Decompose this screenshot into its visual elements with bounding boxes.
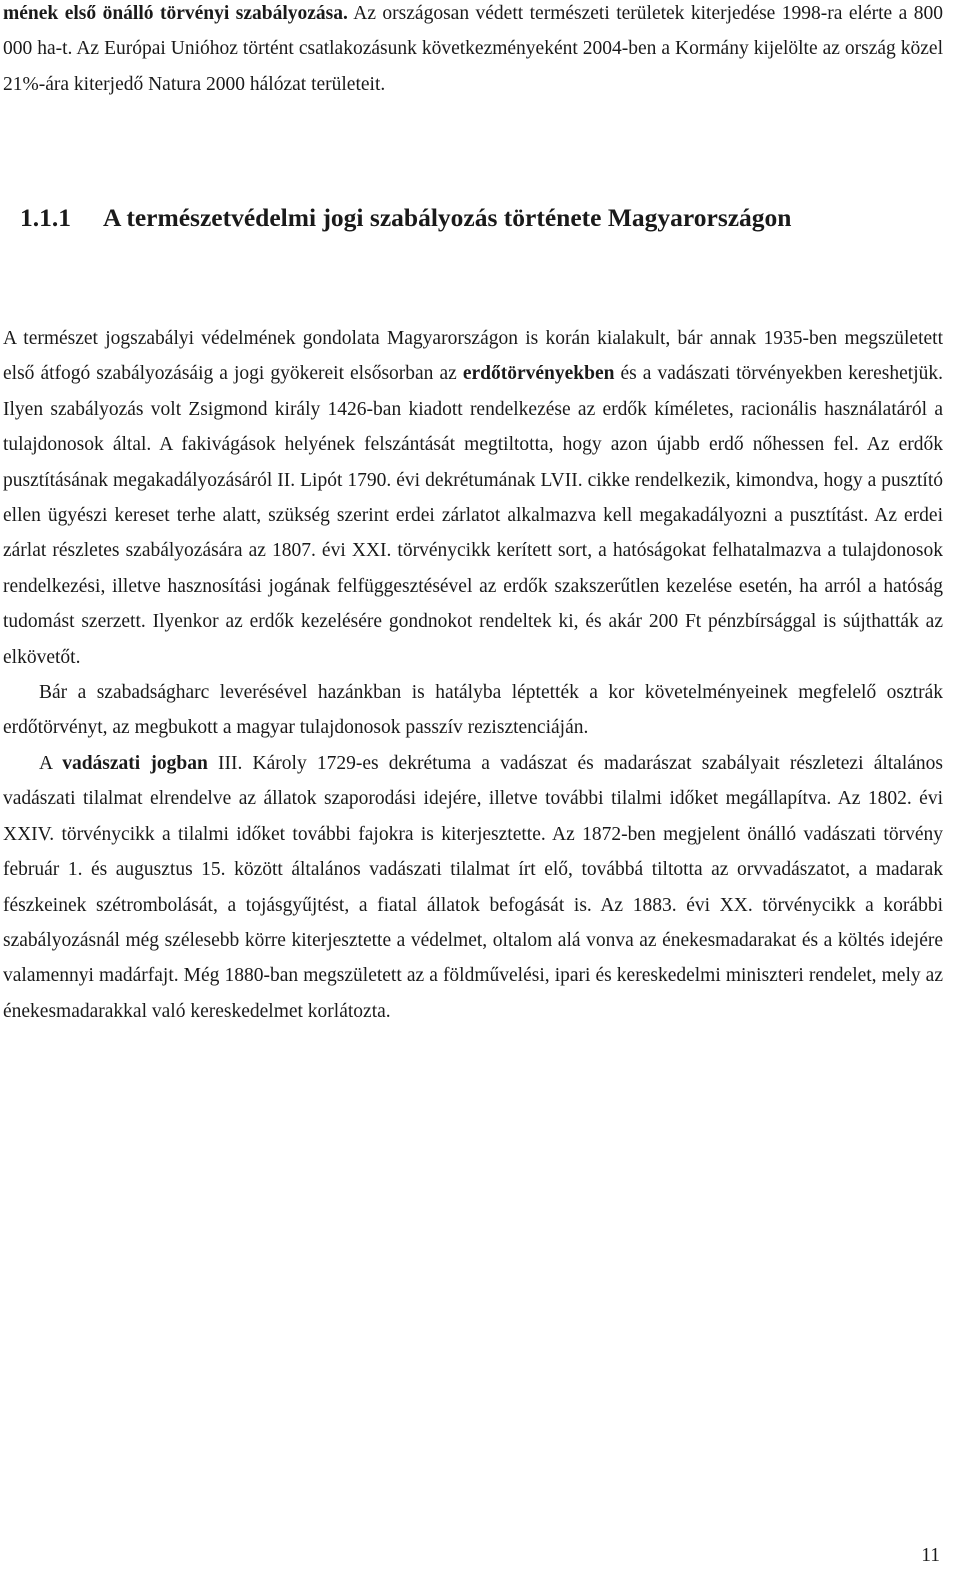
paragraph-hunting-law <box>3 746 943 1029</box>
paragraph-forest-law <box>3 321 943 675</box>
paragraph-text: és a vadászati törvényekben kereshetjük. Ilyen szabályozás volt Zsigmond király 1426-ban kiadott rendelkezése az erdők kíméletes, racionális használatáról a tulajdonosok által. A fakivágások helyének felszántását megtiltotta, hogy azon újabb erdő nőhessen fel. Az erdők pusztításának megakadályozásáról II. Lipót 1790. évi dekrétumának LVII. cikke rendelkezik, kimondva, hogy a pusztító ellen ügyészi kereset terhe alatt, szükség szerint erdei zárlatot alkalmazva kell megakadályozni a pusztítást. Az erdei zárlat részletes szabályozására az 1807. évi XXI. törvénycikk kerített sort, a hatóságokat felhatalmazva a tulajdonosok rendelkezési, illetve hasznosítási jogának felfüggesztésével az erdők szakszerűtlen kezelése esetén, ha arról a hatóság tudomást szerzett. Ilyenkor az erdők kezelésére gondnokot rendeltek ki, és akár 200 Ft pénzbírsággal is sújthatták az elkövetőt. <box>3 363 944 668</box>
bold-term-forest-laws: erdőtörvényekben <box>462 363 615 385</box>
intro-text: Az országosan védett természeti területek kiterjedése 1998-ra elérte a 800 000 ha-t. Az Európai Unióhoz történt csatlakozásunk következményeként 2004-ben a Kormány kijelölte az ország közel 21%-ára kiterjedő Natura 2000 hálózat területeit. <box>3 3 943 95</box>
paragraph-text: A <box>39 752 63 774</box>
section-body <box>3 321 943 1029</box>
bold-term-hunting-law: vadászati jogban <box>62 752 208 774</box>
page-number: 11 <box>921 1545 940 1566</box>
paragraph-revolution: Bár a szabadságharc leverésével hazánkban is hatályba léptették a kor követelményeinek megfelelő osztrák erdőtörvényt, az megbukott a magyar tulajdonosok passzív rezisztenciáján. <box>3 682 943 739</box>
intro-paragraph <box>3 0 943 102</box>
section-heading <box>20 200 943 236</box>
intro-bold-phrase: mének első önálló törvényi szabályozása. <box>3 3 348 24</box>
section-number: 1.1.1 <box>20 203 71 232</box>
paragraph-text: III. Károly 1729-es dekrétuma a vadászat és madarászat szabályait részletezi általános vadászati tilalmat elrendelve az állatok szaporodási idejére, illetve további tilalmi időket megállapítva. Az 1802. évi XXIV. törvénycikk a tilalmi időket további fajokra is kiterjesztette. Az 1872-ben megjelent önálló vadászati törvény február 1. és augusztus 15. között általános vadászati tilalmat írt elő, továbbá tiltotta az orvvadászatot, a madarak fészkeinek szétrombolását, a tojásgyűjtést, a fiatal állatok befogását is. Az 1883. évi XX. törvénycikk a korábbi szabályozásnál még szélesebb körre kiterjesztette a védelmet, oltalom alá vonva az énekesmadarakat és a költés idejére valamennyi madárfajt. Még 1880-ban megszületett az a földművelési, ipari és kereskedelmi miniszteri rendelet, mely az énekesmadarakkal való kereskedelmet korlátozta. <box>3 752 943 1022</box>
section-title: A természetvédelmi jogi szabályozás története Magyarországon <box>102 203 792 232</box>
paragraph-text: A természet jogszabályi védelmének gondolata Magyarországon is korán kialakult, bár annak 1935-ben megszületett első átfogó szabályozásáig a jogi gyökereit elsősorban az <box>3 328 943 385</box>
